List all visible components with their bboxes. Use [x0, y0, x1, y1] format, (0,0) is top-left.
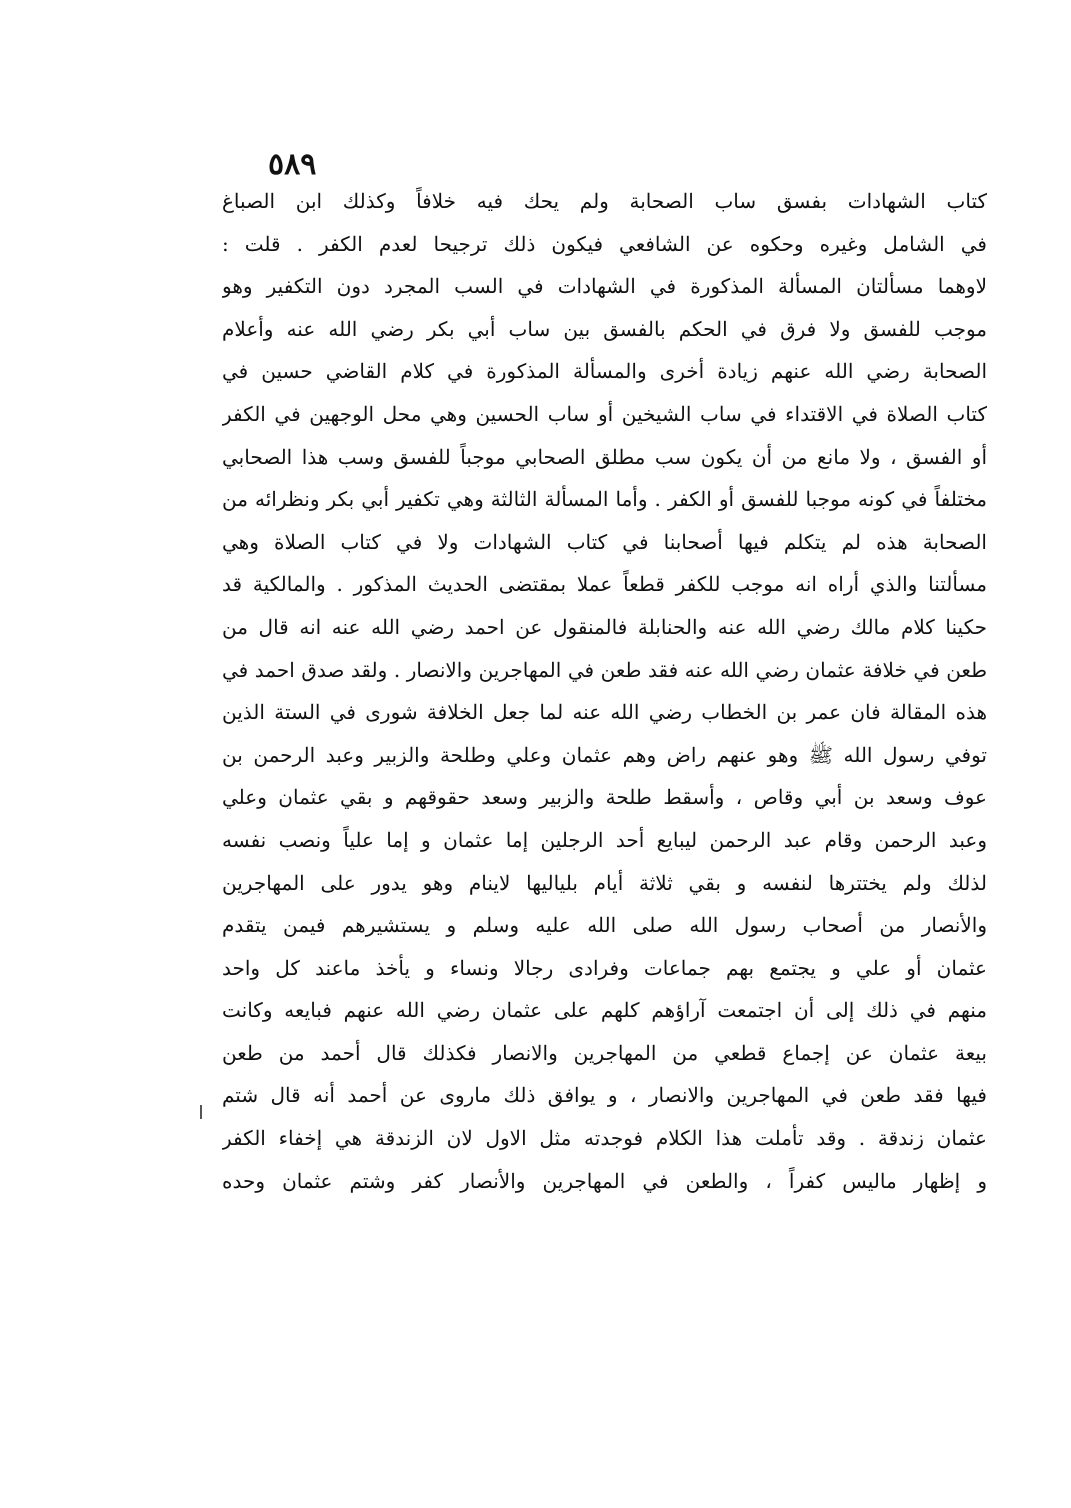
- text-line: كتاب الصلاة في الاقتداء في ساب الشيخين أو ساب الحسين وهي محل الوجهين في الكفر: [222, 401, 987, 426]
- text-line: الصحابة رضي الله عنهم زيادة أخرى والمسألة المذكورة في كلام القاضي حسين في: [222, 359, 987, 384]
- text-line: لذلك ولم يختترها لنفسه و بقي ثلاثة أيام بلياليها لاينام وهو يدور على المهاجرين: [222, 870, 987, 895]
- text-line: لاوهما مسألتان المسألة المذكورة في الشهادات في السب المجرد دون التكفير وهو: [222, 274, 987, 299]
- text-line: و إظهار ماليس كفراً ، والطعن في المهاجرين والأنصار كفر وشتم عثمان وحده: [222, 1168, 987, 1193]
- text-line: أو الفسق ، ولا مانع من أن يكون سب مطلق الصحابي موجباً للفسق وسب هذا الصحابي: [222, 444, 987, 469]
- text-line: والأنصار من أصحاب رسول الله صلى الله عليه وسلم و يستشيرهم فيمن يتقدم: [222, 913, 987, 938]
- text-line: توفي رسول الله ﷺ وهو عنهم راض وهم عثمان وعلي وطلحة والزبير وعبد الرحمن بن: [222, 742, 987, 767]
- page-number: ٥٨٩: [268, 147, 317, 182]
- text-line: بيعة عثمان عن إجماع قطعي من المهاجرين والانصار فكذلك قال أحمد من طعن: [222, 1040, 987, 1065]
- text-line: وعبد الرحمن وقام عبد الرحمن ليبايع أحد الرجلين إما عثمان و إما علياً ونصب نفسه: [222, 827, 987, 852]
- margin-mark: [200, 1105, 202, 1119]
- text-line: مختلفاً في كونه موجبا للفسق أو الكفر . وأما المسألة الثالثة وهي تكفير أبي بكر ونظرائه من: [222, 487, 987, 512]
- text-line: هذه المقالة فان عمر بن الخطاب رضي الله عنه لما جعل الخلافة شورى في الستة الذين: [222, 700, 987, 725]
- body-text: [222, 180, 987, 1202]
- text-line: عثمان أو علي و يجتمع بهم جماعات وفرادى رجالا ونساء و يأخذ ماعند كل واحد: [222, 955, 987, 980]
- text-line: كتاب الشهادات بفسق ساب الصحابة ولم يحك فيه خلافاً وكذلك ابن الصباغ: [222, 189, 987, 213]
- text-line: مسألتنا والذي أراه انه موجب للكفر قطعاً عملا بمقتضى الحديث المذكور . والمالكية قد: [222, 572, 987, 597]
- text-line: عوف وسعد بن أبي وقاص ، وأسقط طلحة والزبير وسعد حقوقهم و بقي عثمان وعلي: [222, 785, 987, 810]
- text-line: طعن في خلافة عثمان رضي الله عنه فقد طعن في المهاجرين والانصار . ولقد صدق احمد في: [222, 657, 987, 682]
- text-line: موجب للفسق ولا فرق في الحكم بالفسق بين ساب أبي بكر رضي الله عنه وأعلام: [222, 316, 987, 341]
- text-line: حكينا كلام مالك رضي الله عنه والحنابلة فالمنقول عن احمد رضي الله عنه انه قال من: [222, 614, 987, 639]
- text-line: فيها فقد طعن في المهاجرين والانصار ، و يوافق ذلك ماروى عن أحمد أنه قال شتم: [222, 1083, 987, 1108]
- text-line: في الشامل وغيره وحكوه عن الشافعي فيكون ذلك ترجيحا لعدم الكفر . قلت :: [222, 231, 987, 256]
- text-line: منهم في ذلك إلى أن اجتمعت آراؤهم كلهم على عثمان رضي الله عنهم فبايعه وكانت: [222, 998, 987, 1023]
- text-line: الصحابة هذه لم يتكلم فيها أصحابنا في كتاب الشهادات ولا في كتاب الصلاة وهي: [222, 529, 987, 554]
- text-line: عثمان زندقة . وقد تأملت هذا الكلام فوجدته مثل الاول لان الزندقة هي إخفاء الكفر: [222, 1126, 987, 1151]
